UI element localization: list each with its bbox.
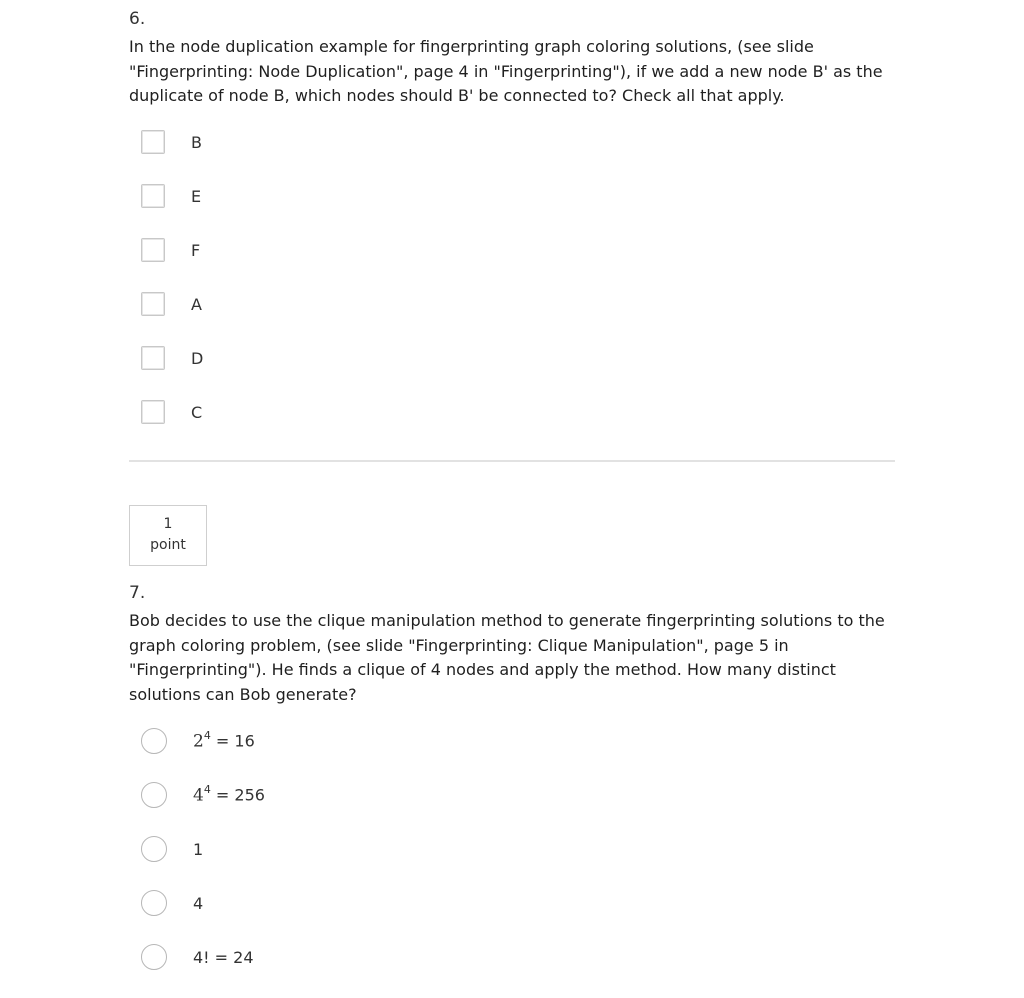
checkbox[interactable] [141,292,165,316]
power-exponent: 4 [203,729,211,743]
checkbox[interactable] [141,238,165,262]
radio-option-1[interactable] [141,835,541,863]
question-number: 7. [129,583,146,603]
option-label: F [191,240,201,260]
option-label: B [191,132,202,152]
option-label: 1 [193,839,204,859]
radio-option-4-factorial[interactable] [141,943,541,971]
option-label [193,730,255,751]
power-result: = 16 [210,731,255,751]
checkbox-option-d[interactable] [141,344,541,372]
checkbox-option-e[interactable] [141,182,541,210]
points-badge [129,505,207,566]
power-base: 2 [193,731,204,752]
radio-button[interactable] [141,836,167,862]
option-label: 4 [193,893,204,913]
power-exponent: 4 [203,783,211,797]
checkbox[interactable] [141,400,165,424]
radio-option-2-pow-4[interactable] [141,727,541,755]
points-label: point [150,537,186,553]
radio-button[interactable] [141,944,167,970]
question-number: 6. [129,9,146,29]
checkbox[interactable] [141,184,165,208]
option-label: 4! = 24 [193,947,254,967]
radio-button[interactable] [141,782,167,808]
option-label: E [191,186,202,206]
checkbox[interactable] [141,130,165,154]
radio-button[interactable] [141,890,167,916]
radio-button[interactable] [141,728,167,754]
points-value: 1 [163,516,173,532]
question-6 [129,8,889,109]
question-text: Bob decides to use the clique manipulation method to generate fingerprinting solutions to the graph coloring problem, (see slide "Fingerprinting: Clique Manipulation", page 5 in "Fingerprinting"). He finds a clique of 4 nodes and apply the method. How many distinct solutions can Bob generate? [129,611,885,704]
option-label: A [191,294,202,314]
radio-option-4[interactable] [141,889,541,917]
checkbox-option-f[interactable] [141,236,541,264]
power-result: = 256 [210,785,265,805]
question-divider [129,460,895,462]
question-text: In the node duplication example for fingerprinting graph coloring solutions, (see slide "Fingerprinting: Node Duplication", page 4 in "Fingerprinting"), if we add a new node B' as the duplicate of node B, which nodes should B' be connected to? Check all that apply. [129,37,883,105]
checkbox-option-b[interactable] [141,128,541,156]
option-label: D [191,348,204,368]
checkbox[interactable] [141,346,165,370]
question-7 [129,582,889,707]
power-base: 4 [193,785,204,806]
radio-option-4-pow-4[interactable] [141,781,541,809]
option-label: C [191,402,203,422]
option-label [193,784,265,805]
checkbox-option-a[interactable] [141,290,541,318]
checkbox-option-c[interactable] [141,398,541,426]
